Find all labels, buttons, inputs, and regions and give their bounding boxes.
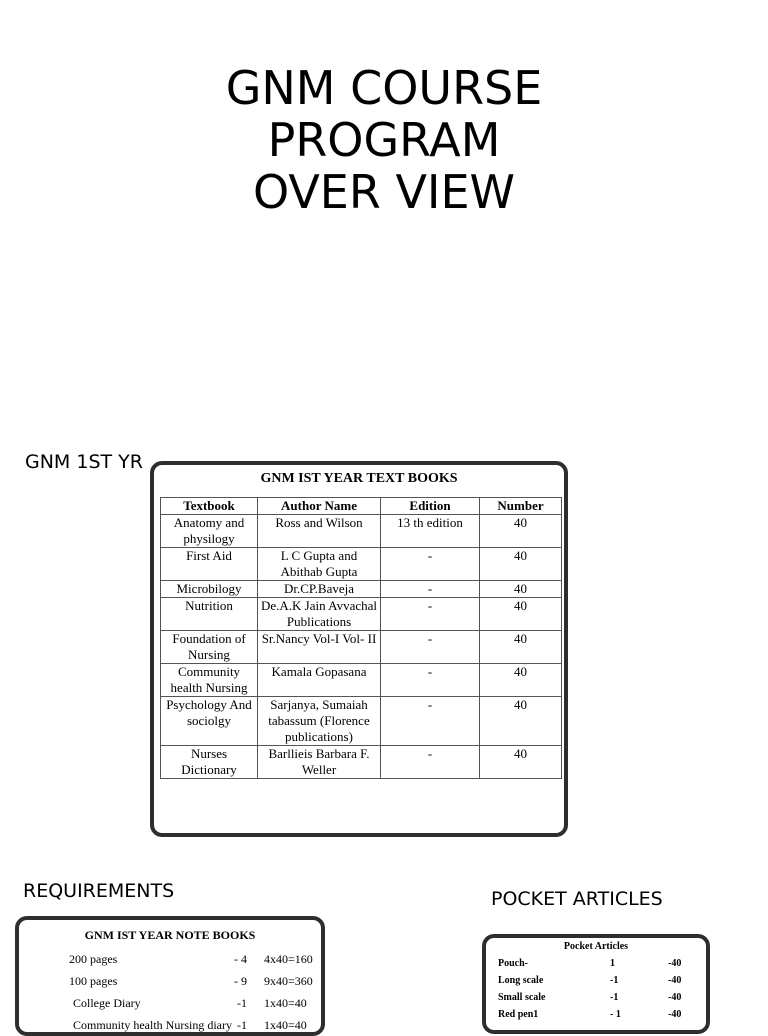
header-textbook: Textbook [161,498,258,515]
cell-textbook: Microbilogy [161,581,258,598]
list-item [19,952,321,972]
cell-author: De.A.K Jain Avvachal Publications [258,598,381,631]
notebook-qty: - 4 [234,952,247,966]
cell-author: Ross and Wilson [258,515,381,548]
notebook-qty: -1 [237,1018,247,1032]
notebook-total: 1x40=40 [264,1018,307,1032]
cell-textbook: Psychology And sociolgy [161,697,258,746]
textbooks-table-card [150,461,568,837]
cell-author: Sr.Nancy Vol-I Vol- II [258,631,381,664]
pocket-articles-title: Pocket Articles [563,941,629,952]
cell-edition: - [381,746,480,779]
cell-author: Sarjanya, Sumaiah tabassum (Florence publications) [258,697,381,746]
pocket-articles-card [482,934,710,1034]
cell-textbook: Community health Nursing [161,664,258,697]
pocket-articles-label: POCKET ARTICLES [491,888,663,910]
cell-author: Dr.CP.Baveja [258,581,381,598]
cell-number: 40 [480,548,562,581]
pocket-qty: -1 [610,992,619,1003]
list-item [19,996,321,1016]
cell-author: L C Gupta and Abithab Gupta [258,548,381,581]
table-row [161,746,562,779]
cell-number: 40 [480,598,562,631]
list-item [19,1018,321,1036]
cell-textbook: Nurses Dictionary [161,746,258,779]
notebook-qty: -1 [237,996,247,1010]
list-item [486,1009,706,1025]
notebooks-card [15,916,325,1036]
cell-number: 40 [480,631,562,664]
cell-author: Kamala Gopasana [258,664,381,697]
table-row [161,697,562,746]
cell-textbook: First Aid [161,548,258,581]
cell-edition: 13 th edition [381,515,480,548]
pocket-qty: - 1 [610,1009,621,1020]
pocket-item: Long scale [498,975,544,986]
title-line-1: GNM COURSE [225,61,543,115]
pocket-total: -40 [668,958,682,969]
table-header-row [161,498,562,515]
cell-textbook: Anatomy and physilogy [161,515,258,548]
pocket-qty: 1 [610,958,615,969]
title-line-2: PROGRAM [267,113,501,167]
header-edition: Edition [381,498,480,515]
cell-edition: - [381,548,480,581]
notebook-item: 200 pages [69,952,118,966]
cell-edition: - [381,664,480,697]
requirements-label: REQUIREMENTS [23,880,175,902]
pocket-item: Pouch- [498,958,528,969]
pocket-total: -40 [668,975,682,986]
list-item [486,992,706,1008]
cell-edition: - [381,631,480,664]
table-row [161,515,562,548]
pocket-total: -40 [668,1009,682,1020]
table-row [161,548,562,581]
cell-textbook: Foundation of Nursing [161,631,258,664]
cell-edition: - [381,581,480,598]
header-number: Number [480,498,562,515]
notebook-item: 100 pages [69,974,118,988]
notebook-item: College Diary [73,996,141,1010]
cell-number: 40 [480,581,562,598]
cell-number: 40 [480,697,562,746]
pocket-item: Small scale [498,992,546,1003]
textbooks-table [160,497,562,779]
textbooks-table-title: GNM IST YEAR TEXT BOOKS [260,471,458,486]
cell-edition: - [381,598,480,631]
notebook-total: 4x40=160 [264,952,313,966]
notebook-qty: - 9 [234,974,247,988]
table-row [161,664,562,697]
notebook-total: 9x40=360 [264,974,313,988]
cell-edition: - [381,697,480,746]
pocket-item: Red pen1 [498,1009,539,1020]
cell-number: 40 [480,664,562,697]
title-line-3: OVER VIEW [252,165,516,219]
table-row [161,598,562,631]
list-item [486,958,706,974]
first-year-label: GNM 1ST YR [25,451,143,473]
cell-textbook: Nutrition [161,598,258,631]
cell-author: Barllieis Barbara F. Weller [258,746,381,779]
cell-number: 40 [480,746,562,779]
pocket-total: -40 [668,992,682,1003]
header-author: Author Name [258,498,381,515]
notebook-item: Community health Nursing diary [73,1018,232,1032]
table-row [161,631,562,664]
list-item [19,974,321,994]
table-row [161,581,562,598]
cell-number: 40 [480,515,562,548]
page-title [0,62,768,218]
notebooks-title: GNM IST YEAR NOTE BOOKS [84,928,256,942]
list-item [486,975,706,991]
notebook-total: 1x40=40 [264,996,307,1010]
pocket-qty: -1 [610,975,619,986]
